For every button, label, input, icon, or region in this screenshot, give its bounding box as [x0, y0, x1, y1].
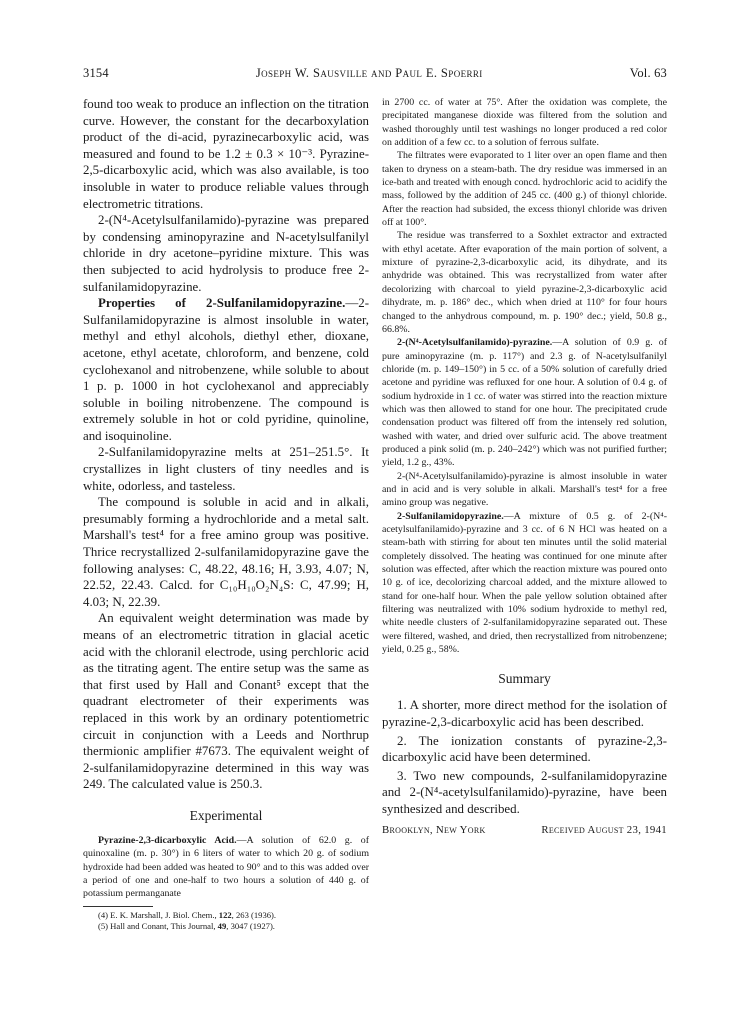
footnote-4 [83, 910, 369, 921]
paragraph-properties-body: —2-Sulfanilamidopyrazine is almost insoluble in water, methyl and ethyl alcohols, diethyl ether, dioxane, acetone, ethyl acetate, chloroform, and benzene, cold cyclohexanol and nitrobenzene, while soluble to about 1 p. p. 1000 in hot cyclohexanol and appreciably soluble in boiling nitrobenzene. The compound is extremely soluble in hot or cold pyridine, quinoline, and isoquinoline. [83, 296, 369, 443]
paragraph-acetyl-synthesis-body: —A solution of 0.9 g. of pure aminopyrazine (m. p. 117°) and 2.3 g. of N-acetylsulfanilyl chloride (m. p. 149–150°) in 5 cc. of a 50% solution of carefully dried acetone and pyridine was refluxed for one hour. A solution of 0.4 g. of sodium hydroxide in 1 cc. of water was stirred into the reaction mixture which was then allowed to stand for one hour. The precipitated crude condensation product was filtered off from the intensely red solution, washed with water, and dried over sulfuric acid. The above treatment produced a pink solid (m. p. 240–242°) which was not purified further; yield, 1.2 g., 43%. [382, 337, 667, 469]
footnote-4-text: (4) E. K. Marshall, J. Biol. Chem., [98, 909, 219, 920]
paragraph-dicarboxylic-body: —A solution of 62.0 g. of quinoxaline (m. p. 30°) in 6 liters of water to which 20 g. of sodium hydroxide had been added was heated to 90° and to this was added over a period of one and one-half to two hours a solution of 440 g. of potassium permanganate [83, 834, 369, 900]
paragraph-equivalent-weight: An equivalent weight determination was made by means of an electrometric titration in glacial acetic acid with the chloranil electrode, using perchloric acid as the titrating agent. The entire setup was the same as that first used by Hall and Conant⁵ except that the quadrant electrometer of their experiments was replaced in this work by an ordinary potentiometric circuit in conjunction with a Leeds and Northrup thermionic amplifier #7673. The equivalent weight of 2-sulfanilamidopyrazine determined in this way was 249. The calculated value is 250.3. [83, 611, 369, 792]
paragraph-dicarboxylic-prep [83, 834, 369, 901]
run-in-heading: 2-(N⁴-Acetylsulfanilamido)-pyrazine. [397, 337, 553, 349]
paragraph-hydrolysis [382, 510, 667, 657]
paragraph-titration: found too weak to produce an inflection on the titration curve. However, the constant for the decarboxylation product of the di-acid, pyrazinecarboxylic acid, was measured and found to be 1.2 ± 0.3 × 10⁻³. Pyrazine-2,5-dicarboxylic acid, which was also available, is too insoluble in water to produce reliable values through electrometric titrations. [83, 97, 369, 211]
paragraph-acetyl-prep: 2-(N⁴-Acetylsulfanilamido)-pyrazine was prepared by condensing aminopyrazine and N-acetylsulfanilyl chloride in dry acetone–pyridine mixture. This was then subjected to acid hydrolysis to produce free 2-sulfanilamidopyrazine. [83, 213, 369, 294]
footnote-divider [83, 906, 153, 907]
paragraph-hydrolysis-body: —A mixture of 0.5 g. of 2-(N⁴-acetylsulfanilamido)-pyrazine and 3 cc. of 6 N HCl was heated on a steam-bath with stirring for about ten minutes until the solid material completely dissolved. The heating was continued for one minute after solution was effected, after which the reaction mixture was poured onto 10 g. of ice, decolorizing charcoal added, and the mixture allowed to stand for one-half hour. When the pale yellow solution obtained after filtering was neutralized with 10% sodium hydroxide to methyl red, white needle clusters of 2-sulfanilamidopyrazine separated out. These were filtered, washed, and dried, then recrystallized from nitrobenzene; yield, 0.25 g., 58%. [382, 510, 667, 656]
paragraph-acetyl-synthesis [382, 336, 667, 469]
paragraph-filtrates: The filtrates were evaporated to 1 liter over an open flame and then taken to dryness on a steam-bath. The dry residue was immersed in an ice-bath and treated with enough concd. hydrochloric acid to acidify the mass, followed by the addition of 245 cc. (400 g.) of thionyl chloride. After the reaction had subsided, the excess thionyl chloride was driven off at 100°. [382, 150, 667, 229]
summary-item-2: 2. The ionization constants of pyrazine-2,3-dicarboxylic acid have been determined. [382, 733, 667, 765]
run-in-heading: Properties of 2-Sulfanilamidopyrazine. [98, 296, 346, 311]
volume-label: Vol. 63 [629, 66, 667, 80]
page-number: 3154 [83, 66, 109, 80]
summary-item-1: 1. A shorter, more direct method for the isolation of pyrazine-2,3-dicarboxylic acid has been described. [382, 698, 667, 730]
footnote-4-tail: , 263 (1936). [231, 909, 277, 920]
received-date: Received August 23, 1941 [541, 823, 667, 836]
summary-heading: Summary [498, 671, 551, 687]
run-in-heading: 2-Sulfanilamidopyrazine. [397, 510, 504, 522]
paragraph-melting: 2-Sulfanilamidopyrazine melts at 251–251.5°. It crystallizes in light clusters of tiny needles and is white, odorless, and tasteless. [83, 445, 369, 493]
signature-location: Brooklyn, New York [382, 823, 486, 836]
paragraph-soxhlet: The residue was transferred to a Soxhlet extractor and extracted with ethyl acetate. After evaporation of the main portion of solvent, a mixture of pyrazine-2,3-dicarboxylic acid, its dihydrate, and its anhydride was obtained. This was recrystallized from water after decolorizing with charcoal to yield pyrazine-2,3-dicarboxylic acid dihydrate, m. p. 186° dec., which when dried at 110° for four hours changed to the anhydrous compound, m. p. 190° dec.; yield, 50.8 g., 66.8%. [382, 230, 667, 335]
footnote-5-tail: , 3047 (1927). [226, 920, 275, 931]
running-authors: Joseph W. Sausville and Paul E. Spoerri [255, 66, 483, 80]
run-in-heading: Pyrazine-2,3-dicarboxylic Acid. [98, 834, 237, 846]
footnote-4-volume: 122 [218, 909, 232, 920]
left-column [83, 96, 369, 932]
footnote-5-volume: 49 [217, 920, 227, 931]
paragraph-oxidation: in 2700 cc. of water at 75°. After the oxidation was complete, the precipitated manganese dioxide was filtered from the solution and washed thoroughly until test washings no longer produced a red color on addition of a few cc. to a solution of ferrous sulfate. [382, 97, 667, 149]
summary-item-3: 3. Two new compounds, 2-sulfanilamidopyrazine and 2-(N⁴-acetylsulfanilamido)-pyrazine, have been synthesized and described. [382, 768, 667, 816]
signature-line [382, 824, 667, 836]
footnote-5 [83, 921, 369, 932]
right-column [382, 96, 667, 836]
footnote-5-text: (5) Hall and Conant, This Journal, [98, 920, 218, 931]
running-header [83, 66, 667, 81]
paragraph-acetyl-solubility: 2-(N⁴-Acetylsulfanilamido)-pyrazine is almost insoluble in water and in acid and is very soluble in alkali. Marshall's test⁴ for a free amino group was negative. [382, 470, 667, 509]
paragraph-analysis: The compound is soluble in acid and in alkali, presumably forming a hydrochloride and a metal salt. Marshall's test⁴ for a free amino group was positive. Thrice recrystallized 2-sulfanilamidopyrazine gave the following analyses: C, 48.22, 48.16; H, 3.93, 4.07; N, 22.52, 22.43. Calcd. for C₁₀H₁₀O₂N₄S: C, 47.99; H, 4.03; N, 22.39. [83, 495, 369, 609]
experimental-heading: Experimental [189, 807, 263, 823]
paragraph-properties [83, 295, 369, 444]
